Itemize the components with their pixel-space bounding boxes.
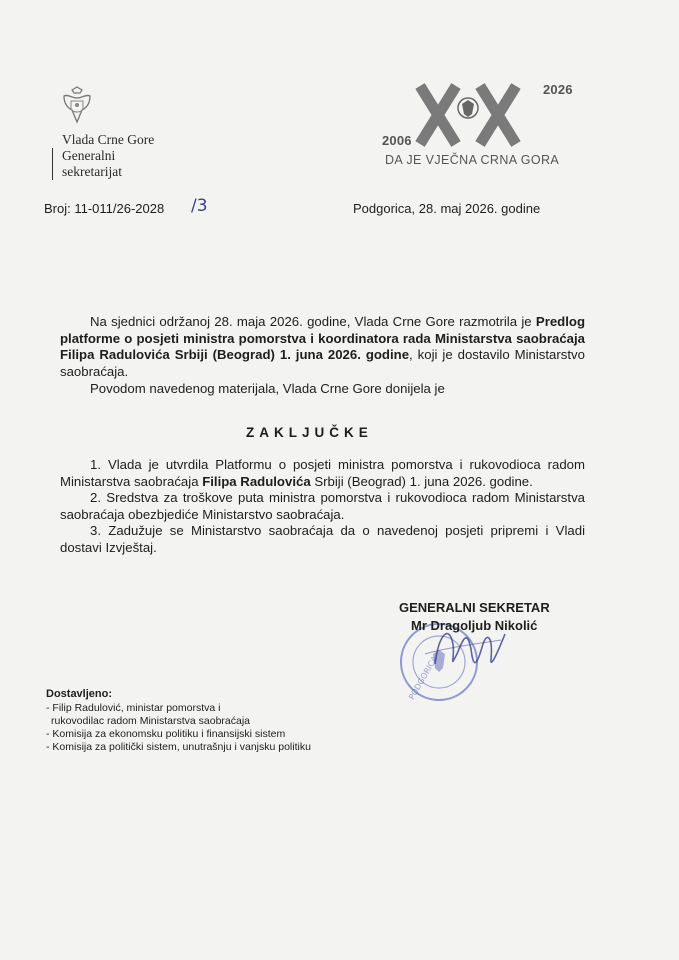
conclusion-1-text-b: Srbiji (Beograd) 1. juna 2026. godine. <box>310 473 533 489</box>
conclusion-2: 2. Sredstva za troškove puta ministra pomorstva i rukovodioca radom Ministarstva saobraćaja obezbjediće Ministarstvo saobraćaja. <box>60 490 585 522</box>
intro-text-1: Na sjednici održanoj 28. maja 2026. godine, Vlada Crne Gore razmotrila je <box>90 314 536 329</box>
intro-subject: Predlog platforme o posjeti ministra pomorstva i koordinatora rada Ministarstva saobraćaja Filipa Radulovića Srbiji (Beograd) 1. juna 2026. godine <box>60 314 585 363</box>
logo-motto: DA JE VJEČNA CRNA GORA <box>385 153 560 167</box>
issuer-line-1: Vlada Crne Gore <box>62 132 155 147</box>
conclusion-1-name: Filipa Radulovića <box>202 473 311 489</box>
distribution-item: rukovodilac radom Ministarstva saobraćaja <box>51 715 251 727</box>
signatory-title: GENERALNI SEKRETAR <box>399 600 550 615</box>
distribution-item: - Filip Radulović, ministar pomorstva i <box>46 702 221 714</box>
issuer-line-2: Generalni <box>52 148 154 164</box>
logo-year-start: 2006 <box>382 133 412 148</box>
conclusion-1-text-a: 1. Vlada je utvrdila Platformu o posjeti ministra pomorstva i rukovodioca radom Ministarstva saobraćaja <box>60 457 585 489</box>
svg-text:PODGORICA: PODGORICA <box>407 654 440 702</box>
distribution-title: Dostavljeno: <box>46 688 113 700</box>
conclusions-heading: ZAKLJUČKE <box>246 425 373 440</box>
issuer-line-3: sekretarijat <box>52 164 154 180</box>
intro-paragraph-2: Povodom navedenog materijala, Vlada Crne Gore donijela je <box>90 381 445 396</box>
distribution-list <box>46 688 311 754</box>
intro-text-2: , koji je dostavilo Ministarstvo saobraćaja. <box>60 347 585 379</box>
dateline: Podgorica, 28. maj 2026. godine <box>353 201 541 216</box>
logo-year-end: 2026 <box>543 82 573 97</box>
conclusion-1 <box>60 457 585 490</box>
xx-anniversary-logo-icon <box>398 80 543 150</box>
intro-paragraph <box>60 314 585 380</box>
distribution-item: - Komisija za ekonomsku politiku i finansijski sistem <box>46 728 286 740</box>
conclusion-3: 3. Zadužuje se Ministarstvo saobraćaja da o navedenoj posjeti pripremi i Vladi dostavi Izvještaj. <box>60 523 585 555</box>
signatory-name: Mr Dragoljub Nikolić <box>411 618 538 633</box>
distribution-item: - Komisija za politički sistem, unutrašnju i vanjsku politiku <box>46 741 311 753</box>
reference-handwritten-suffix: /3 <box>191 196 208 216</box>
issuer-block <box>62 132 154 180</box>
montenegro-coat-of-arms-icon <box>60 86 94 126</box>
reference-number: Broj: 11-011/26-2028 <box>44 201 165 216</box>
conclusions-list <box>60 457 585 557</box>
